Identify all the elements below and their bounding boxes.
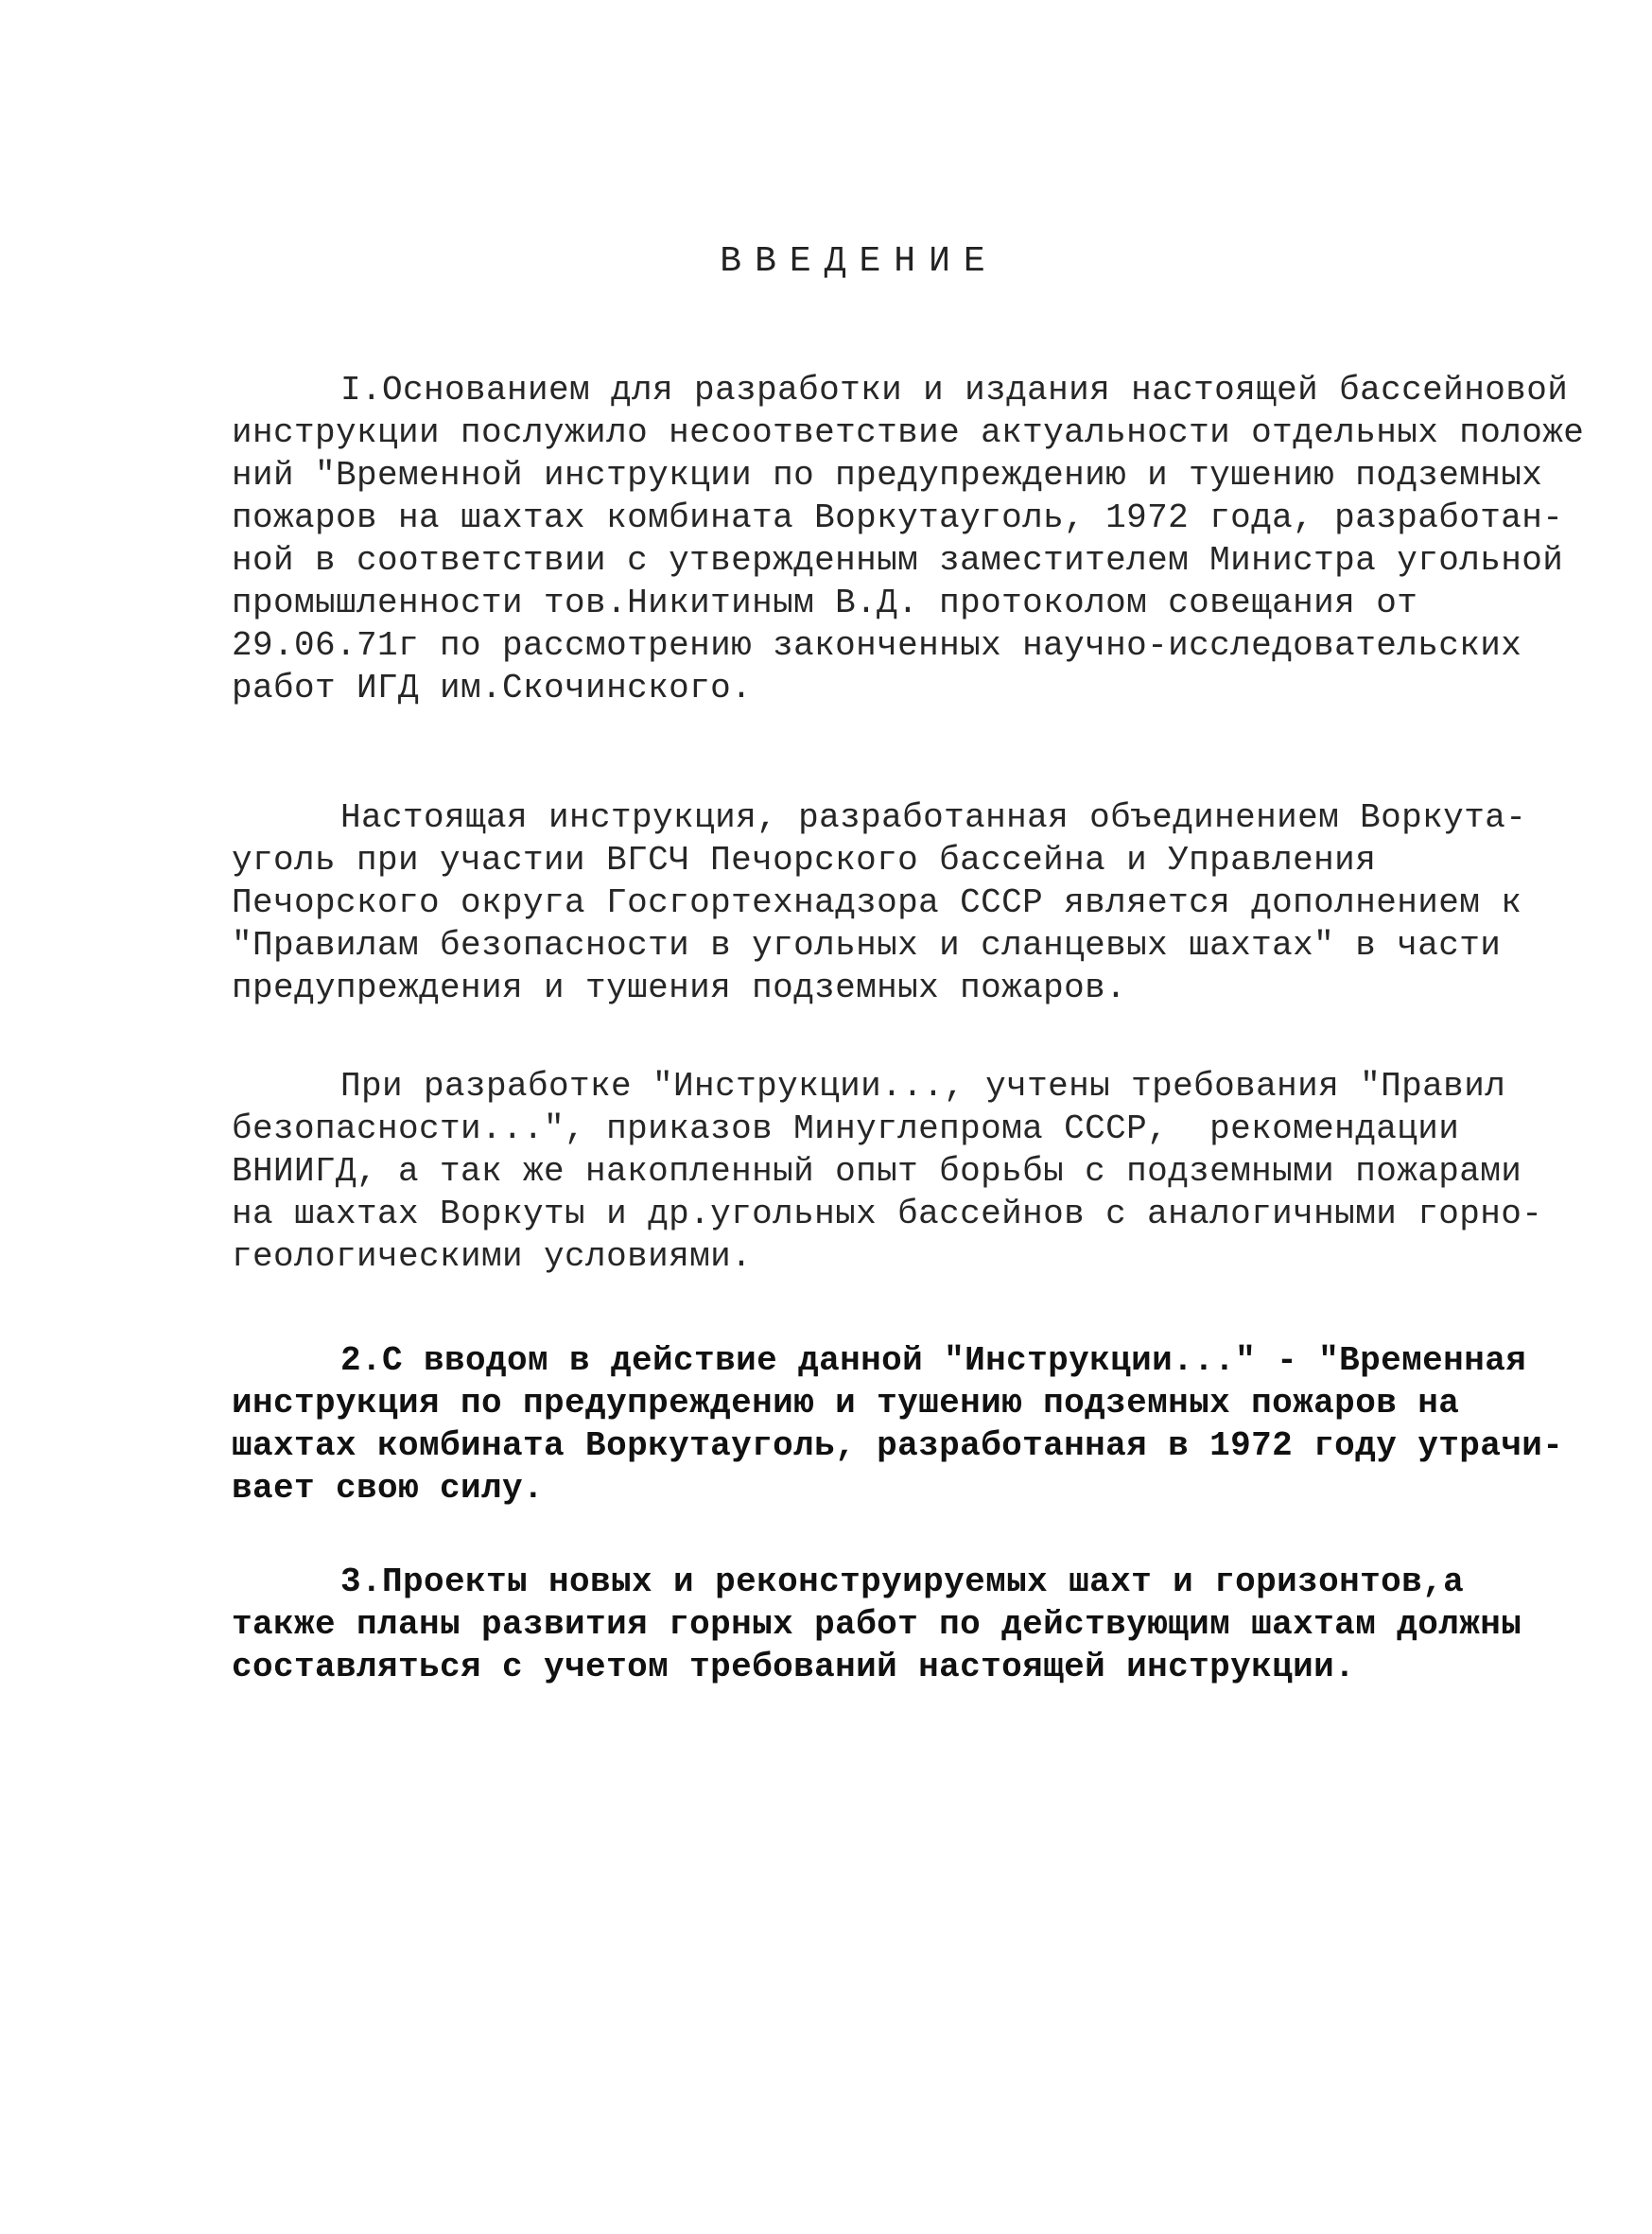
text-line: предупреждения и тушения подземных пожаров. xyxy=(232,969,1127,1007)
text-line: вает свою силу. xyxy=(232,1469,545,1508)
text-line: "Правилам безопасности в угольных и сланцевых шахтах" в части xyxy=(232,926,1502,965)
text-line: инструкция по предупреждению и тушению подземных пожаров на xyxy=(232,1384,1460,1422)
text-line: шахтах комбината Воркутауголь, разработанная в 1972 году утрачи- xyxy=(232,1426,1564,1465)
text-line: ний "Временной инструкции по предупреждению и тушению подземных xyxy=(232,456,1543,495)
text-line: 29.06.71г по рассмотрению законченных научно-исследовательских xyxy=(232,626,1522,665)
text-line: безопасности...", приказов Минуглепрома СССР, рекомендации xyxy=(232,1109,1460,1148)
text-line: I.Основанием для разработки и издания настоящей бассейновой xyxy=(340,371,1569,410)
text-line: Настоящая инструкция, разработанная объединением Воркута- xyxy=(340,798,1527,837)
text-line: При разработке "Инструкции..., учтены требования "Правил xyxy=(340,1067,1506,1106)
text-line: 3.Проекты новых и реконструируемых шахт и горизонтов,а xyxy=(340,1562,1465,1601)
page-title: ВВЕДЕНИЕ xyxy=(720,241,999,282)
text-line: Печорского округа Госгортехнадзора СССР является дополнением к xyxy=(232,883,1522,922)
text-line: ВНИИГД, а так же накопленный опыт борьбы с подземными пожарами xyxy=(232,1152,1522,1191)
text-line: геологическими условиями. xyxy=(232,1237,753,1276)
paragraph-4-supersedes xyxy=(232,1339,1564,1510)
text-line: ной в соответствии с утвержденным заместителем Министра угольной xyxy=(232,541,1564,580)
paragraph-2-instruction-scope xyxy=(232,796,1527,1009)
text-line: на шахтах Воркуты и др.угольных бассейнов с аналогичными горно- xyxy=(232,1195,1543,1233)
text-line: уголь при участии ВГСЧ Печорского бассейна и Управления xyxy=(232,841,1377,880)
text-line: пожаров на шахтах комбината Воркутауголь, 1972 года, разработан- xyxy=(232,498,1564,537)
paragraph-5-projects xyxy=(232,1561,1522,1688)
text-line: 2.С вводом в действие данной "Инструкции..." - "Временная xyxy=(340,1341,1527,1380)
text-line: составляться с учетом требований настоящей инструкции. xyxy=(232,1648,1356,1686)
text-line: также планы развития горных работ по действующим шахтам должны xyxy=(232,1605,1522,1644)
text-line: инструкции послужило несоответствие актуальности отдельных положе xyxy=(232,413,1585,452)
paragraph-3-requirements xyxy=(232,1065,1543,1278)
text-line: работ ИГД им.Скочинского. xyxy=(232,669,753,707)
text-line: промышленности тов.Никитиным В.Д. протоколом совещания от xyxy=(232,584,1418,622)
paragraph-1-basis xyxy=(232,369,1585,709)
